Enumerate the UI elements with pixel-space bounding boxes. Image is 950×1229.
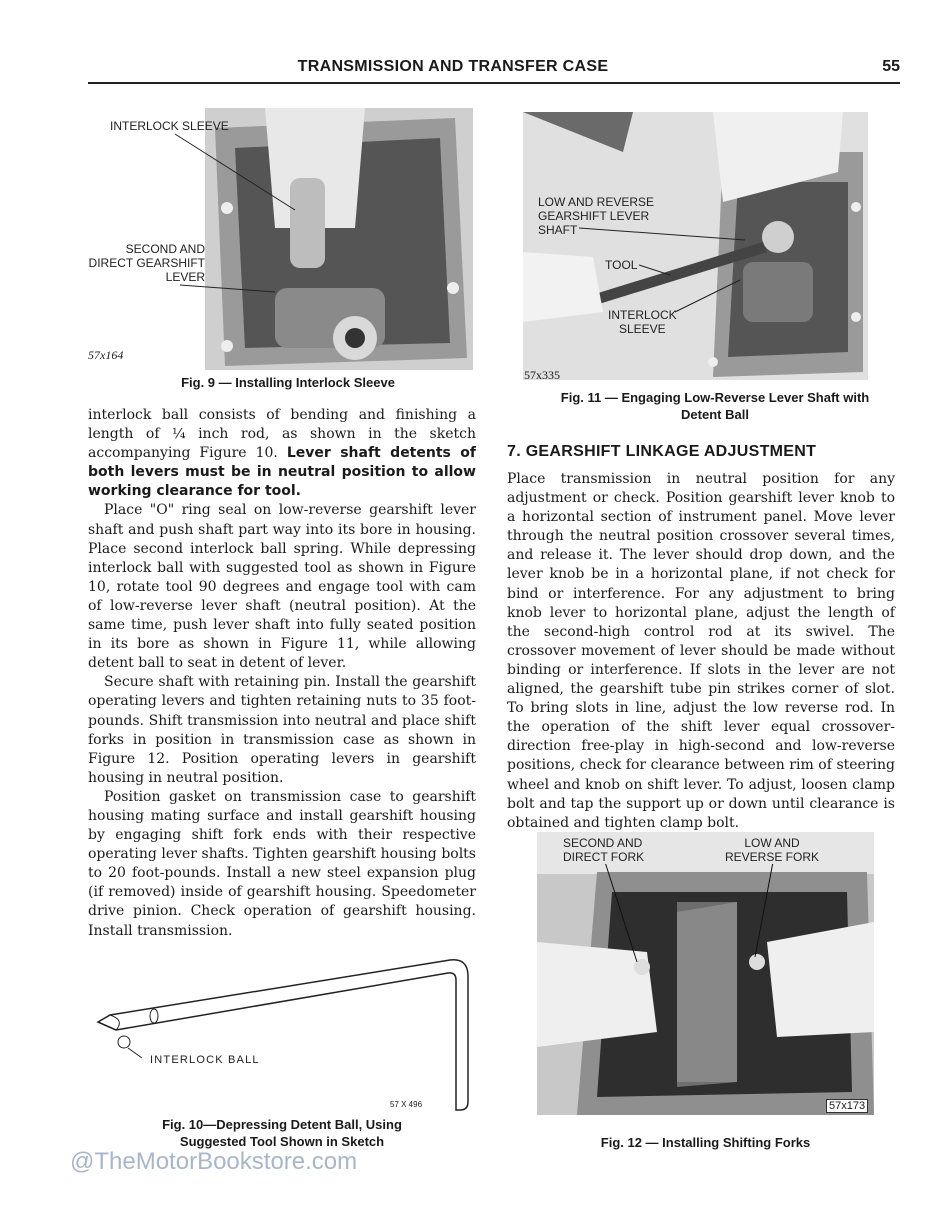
fig9-label-lever [88,242,205,284]
fig10-caption [88,1116,476,1150]
watermark: @TheMotorBookstore.com [70,1148,358,1175]
fig11-caption [510,389,920,423]
left-paragraph-4: Position gasket on transmission case to gearshift housing mating surface and install gearshift housing by engaging shift fork ends with their respective operating lever shafts. Tighten gearshift housing bolts to 20 foot-pounds. Install a new steel expansion plug (if removed) inside of gearshift housing. Speedometer drive pinion. Check operation of gearshift housing. Install transmission. [88,788,476,939]
fig11-code: 57x335 [524,368,560,382]
left-p1-normal: interlock ball consists of bending and finishing a length of ¼ inch rod, as shown in the sketch accompanying Figure 10. [88,407,476,462]
fig11-leader-lines [575,220,775,330]
fig12-label-right [725,836,819,864]
fig11-label-shaft-line2: GEARSHIFT LEVER [538,209,650,223]
fig9-label-lever-line3: LEVER [165,270,205,284]
left-paragraph-2: Place "O" ring seal on low-reverse gearshift lever shaft and push shaft part way into its bore in housing. Place second interlock ball spring. While depressing interlock ball with suggested tool as shown in Figure 10, rotate tool 90 degrees and engage tool with cam of low-reverse lever shaft (neutral position). At the same time, push lever shaft into fully seated position in its bore as shown in Figure 11, while allowing detent ball to seat in detent of lever. [88,502,476,672]
fig11-label-shaft-line1: LOW AND REVERSE [538,195,655,209]
fig10-sketch [90,950,475,1115]
fig11-label-sleeve-line2: SLEEVE [618,322,666,336]
fig12-label-right-line2: REVERSE FORK [725,850,820,864]
section-heading: 7. GEARSHIFT LINKAGE ADJUSTMENT [507,443,817,460]
fig12-label-left-line2: DIRECT FORK [563,850,645,864]
fig12-label-left-line1: SECOND AND [563,836,643,850]
fig12-photo [537,832,874,1115]
fig12-label-right-line1: LOW AND [744,836,800,850]
fig12-code: 57x173 [826,1099,868,1113]
fig10-caption-line2: Suggested Tool Shown in Sketch [179,1134,385,1149]
fig10-code: 57 X 496 [390,1100,423,1109]
fig9-code: 57x164 [88,348,124,362]
fig11-label-sleeve-line1: INTERLOCK [608,308,677,322]
fig10-caption-line1: Fig. 10—Depressing Detent Ball, Using [162,1117,402,1132]
fig11-caption-line1: Fig. 11 — Engaging Low-Reverse Lever Shaft with [560,390,870,405]
fig12-caption: Fig. 12 — Installing Shifting Forks [600,1135,811,1150]
fig9-label-interlock-sleeve: INTERLOCK SLEEVE [110,119,229,133]
running-title: TRANSMISSION AND TRANSFER CASE [297,58,609,75]
right-column-text [507,470,895,833]
fig10-label-interlock-ball: INTERLOCK BALL [150,1054,260,1066]
page-number: 55 [882,58,900,75]
left-paragraph-3: Secure shaft with retaining pin. Install the gearshift operating levers and tighten retaining nuts to 35 foot-pounds. Shift transmission into neutral and place shift forks in position in transmission case as shown in Figure 12. Position operating levers in gearshift housing in neutral position. [88,674,476,786]
page-header [88,58,900,84]
fig9-label-lever-line1: SECOND AND [125,242,205,256]
fig9-caption: Fig. 9 — Installing Interlock Sleeve [181,375,395,390]
section7-paragraph: Place transmission in neutral position for any adjustment or check. Position gearshift lever knob to a horizontal section of instrument panel. Move lever through the neutral position crossover several times, and release it. The lever should drop down, and the lever knob be in a horizontal plane, if not check for bind or interference. For any adjustment to bring knob lever to horizontal plane, adjust the length of the second-high control rod at its swivel. The crossover movement of lever should be made without binding or interference. If slots in the lever are not aligned, the gearshift tube pin strikes corner of slot. To bring slots in line, adjust the low reverse rod. In the operation of the shift lever equal crossover-direction free-play in high-second and low-reverse positions, check for clearance between rim of steering wheel and knob on shift lever. To adjust, loosen clamp bolt and tap the support up or down until clearance is obtained and tighten clamp bolt. [507,471,895,831]
fig11-caption-line2: Detent Ball [681,407,749,422]
left-column-text [88,406,476,941]
left-p1-bold: Lever shaft detents of both levers must be in neutral position to allow working clearance for tool. [88,445,476,500]
fig12-label-left [563,836,644,864]
left-paragraph-1 [88,406,476,501]
fig9-label-lever-line2: DIRECT GEARSHIFT [88,256,205,270]
fig11-label-tool: TOOL [605,258,638,272]
fig11-label-shaft-line3: SHAFT [538,223,578,237]
